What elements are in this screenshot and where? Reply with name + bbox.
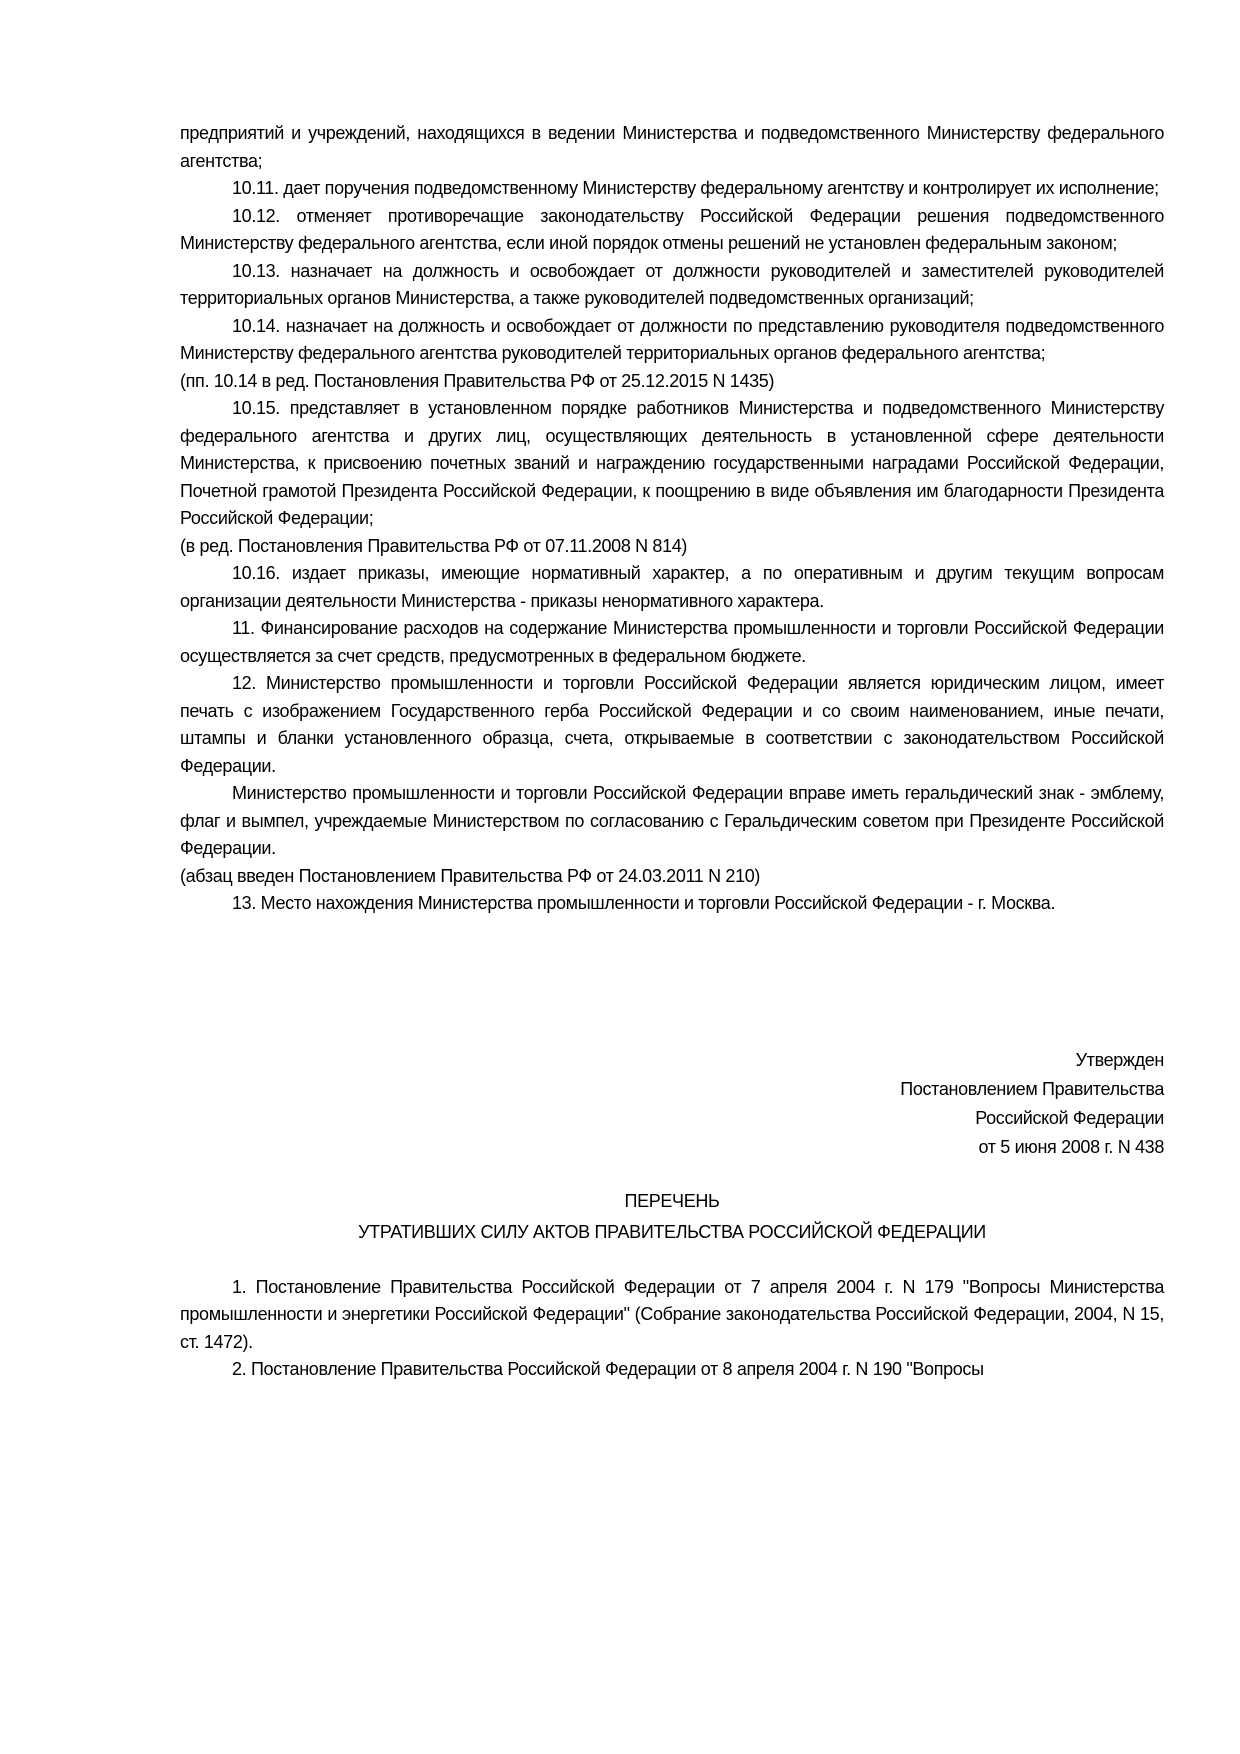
paragraph: 10.15. представляет в установленном порядке работников Министерства и подведомственного Министерству федерального агентства и других лиц, осуществляющих деятельность в установленной сфере деятельности Министерства, к присвоению почетных званий и награждению государственными наградами Российской Федерации, Почетной грамотой Президента Российской Федерации, к поощрению в виде объявления им благодарности Президента Российской Федерации;	[180, 398, 1164, 528]
paragraph: Министерство промышленности и торговли Российской Федерации вправе иметь геральдический знак - эмблему, флаг и вымпел, учреждаемые Министерством по согласованию с Геральдическим советом при Президенте Российской Федерации.	[180, 783, 1164, 858]
title-line: ПЕРЕЧЕНЬ	[624, 1190, 720, 1211]
paragraph: (абзац введен Постановлением Правительства РФ от 24.03.2011 N 210)	[180, 865, 761, 886]
approval-block	[180, 1046, 1164, 1162]
paragraph: (пп. 10.14 в ред. Постановления Правительства РФ от 25.12.2015 N 1435)	[180, 370, 775, 391]
list-item: 2. Постановление Правительства Российской Федерации от 8 апреля 2004 г. N 190 "Вопросы	[232, 1359, 984, 1379]
paragraph: 11. Финансирование расходов на содержание Министерства промышленности и торговли Российской Федерации осуществляется за счет средств, предусмотренных в федеральном бюджете.	[180, 618, 1164, 666]
paragraph: 12. Министерство промышленности и торговли Российской Федерации является юридическим лицом, имеет печать с изображением Государственного герба Российской Федерации и со своим наименованием, иные печати, штампы и бланки установленного образца, счета, открываемые в соответствии с законодательством Российской Федерации.	[180, 673, 1164, 776]
paragraph: 10.12. отменяет противоречащие законодательству Российской Федерации решения подведомственного Министерству федерального агентства, если иной порядок отмены решений не установлен федеральным законом;	[180, 205, 1164, 253]
document-body	[180, 120, 1164, 918]
approval-line: от 5 июня 2008 г. N 438	[978, 1136, 1164, 1157]
paragraph: 10.14. назначает на должность и освобождает от должности по представлению руководителя подведомственного Министерству федерального агентства руководителей территориальных органов федерального агентства;	[180, 315, 1164, 363]
list-title	[180, 1186, 1164, 1248]
paragraph: предприятий и учреждений, находящихся в ведении Министерства и подведомственного Министерству федерального агентства;	[180, 123, 1164, 171]
repealed-acts-list	[180, 1274, 1164, 1384]
approval-line: Утвержден	[1075, 1049, 1164, 1070]
document-page	[180, 120, 1164, 1384]
title-line: УТРАТИВШИХ СИЛУ АКТОВ ПРАВИТЕЛЬСТВА РОССИЙСКОЙ ФЕДЕРАЦИИ	[358, 1221, 986, 1242]
paragraph: 10.13. назначает на должность и освобождает от должности руководителей и заместителей руководителей территориальных органов Министерства, а также руководителей подведомственных организаций;	[180, 260, 1164, 308]
approval-line: Постановлением Правительства	[900, 1078, 1164, 1099]
paragraph: 13. Место нахождения Министерства промышленности и торговли Российской Федерации - г. Москва.	[232, 893, 1056, 913]
approval-line: Российской Федерации	[975, 1107, 1164, 1128]
paragraph: 10.11. дает поручения подведомственному Министерству федеральному агентству и контролирует их исполнение;	[232, 178, 1159, 198]
paragraph: (в ред. Постановления Правительства РФ от 07.11.2008 N 814)	[180, 535, 688, 556]
paragraph: 10.16. издает приказы, имеющие нормативный характер, а по оперативным и другим текущим вопросам организации деятельности Министерства - приказы ненормативного характера.	[180, 563, 1164, 611]
list-item: 1. Постановление Правительства Российской Федерации от 7 апреля 2004 г. N 179 "Вопросы Министерства промышленности и энергетики Российской Федерации" (Собрание законодательства Российской Федерации, 2004, N 15, ст. 1472).	[180, 1276, 1164, 1352]
